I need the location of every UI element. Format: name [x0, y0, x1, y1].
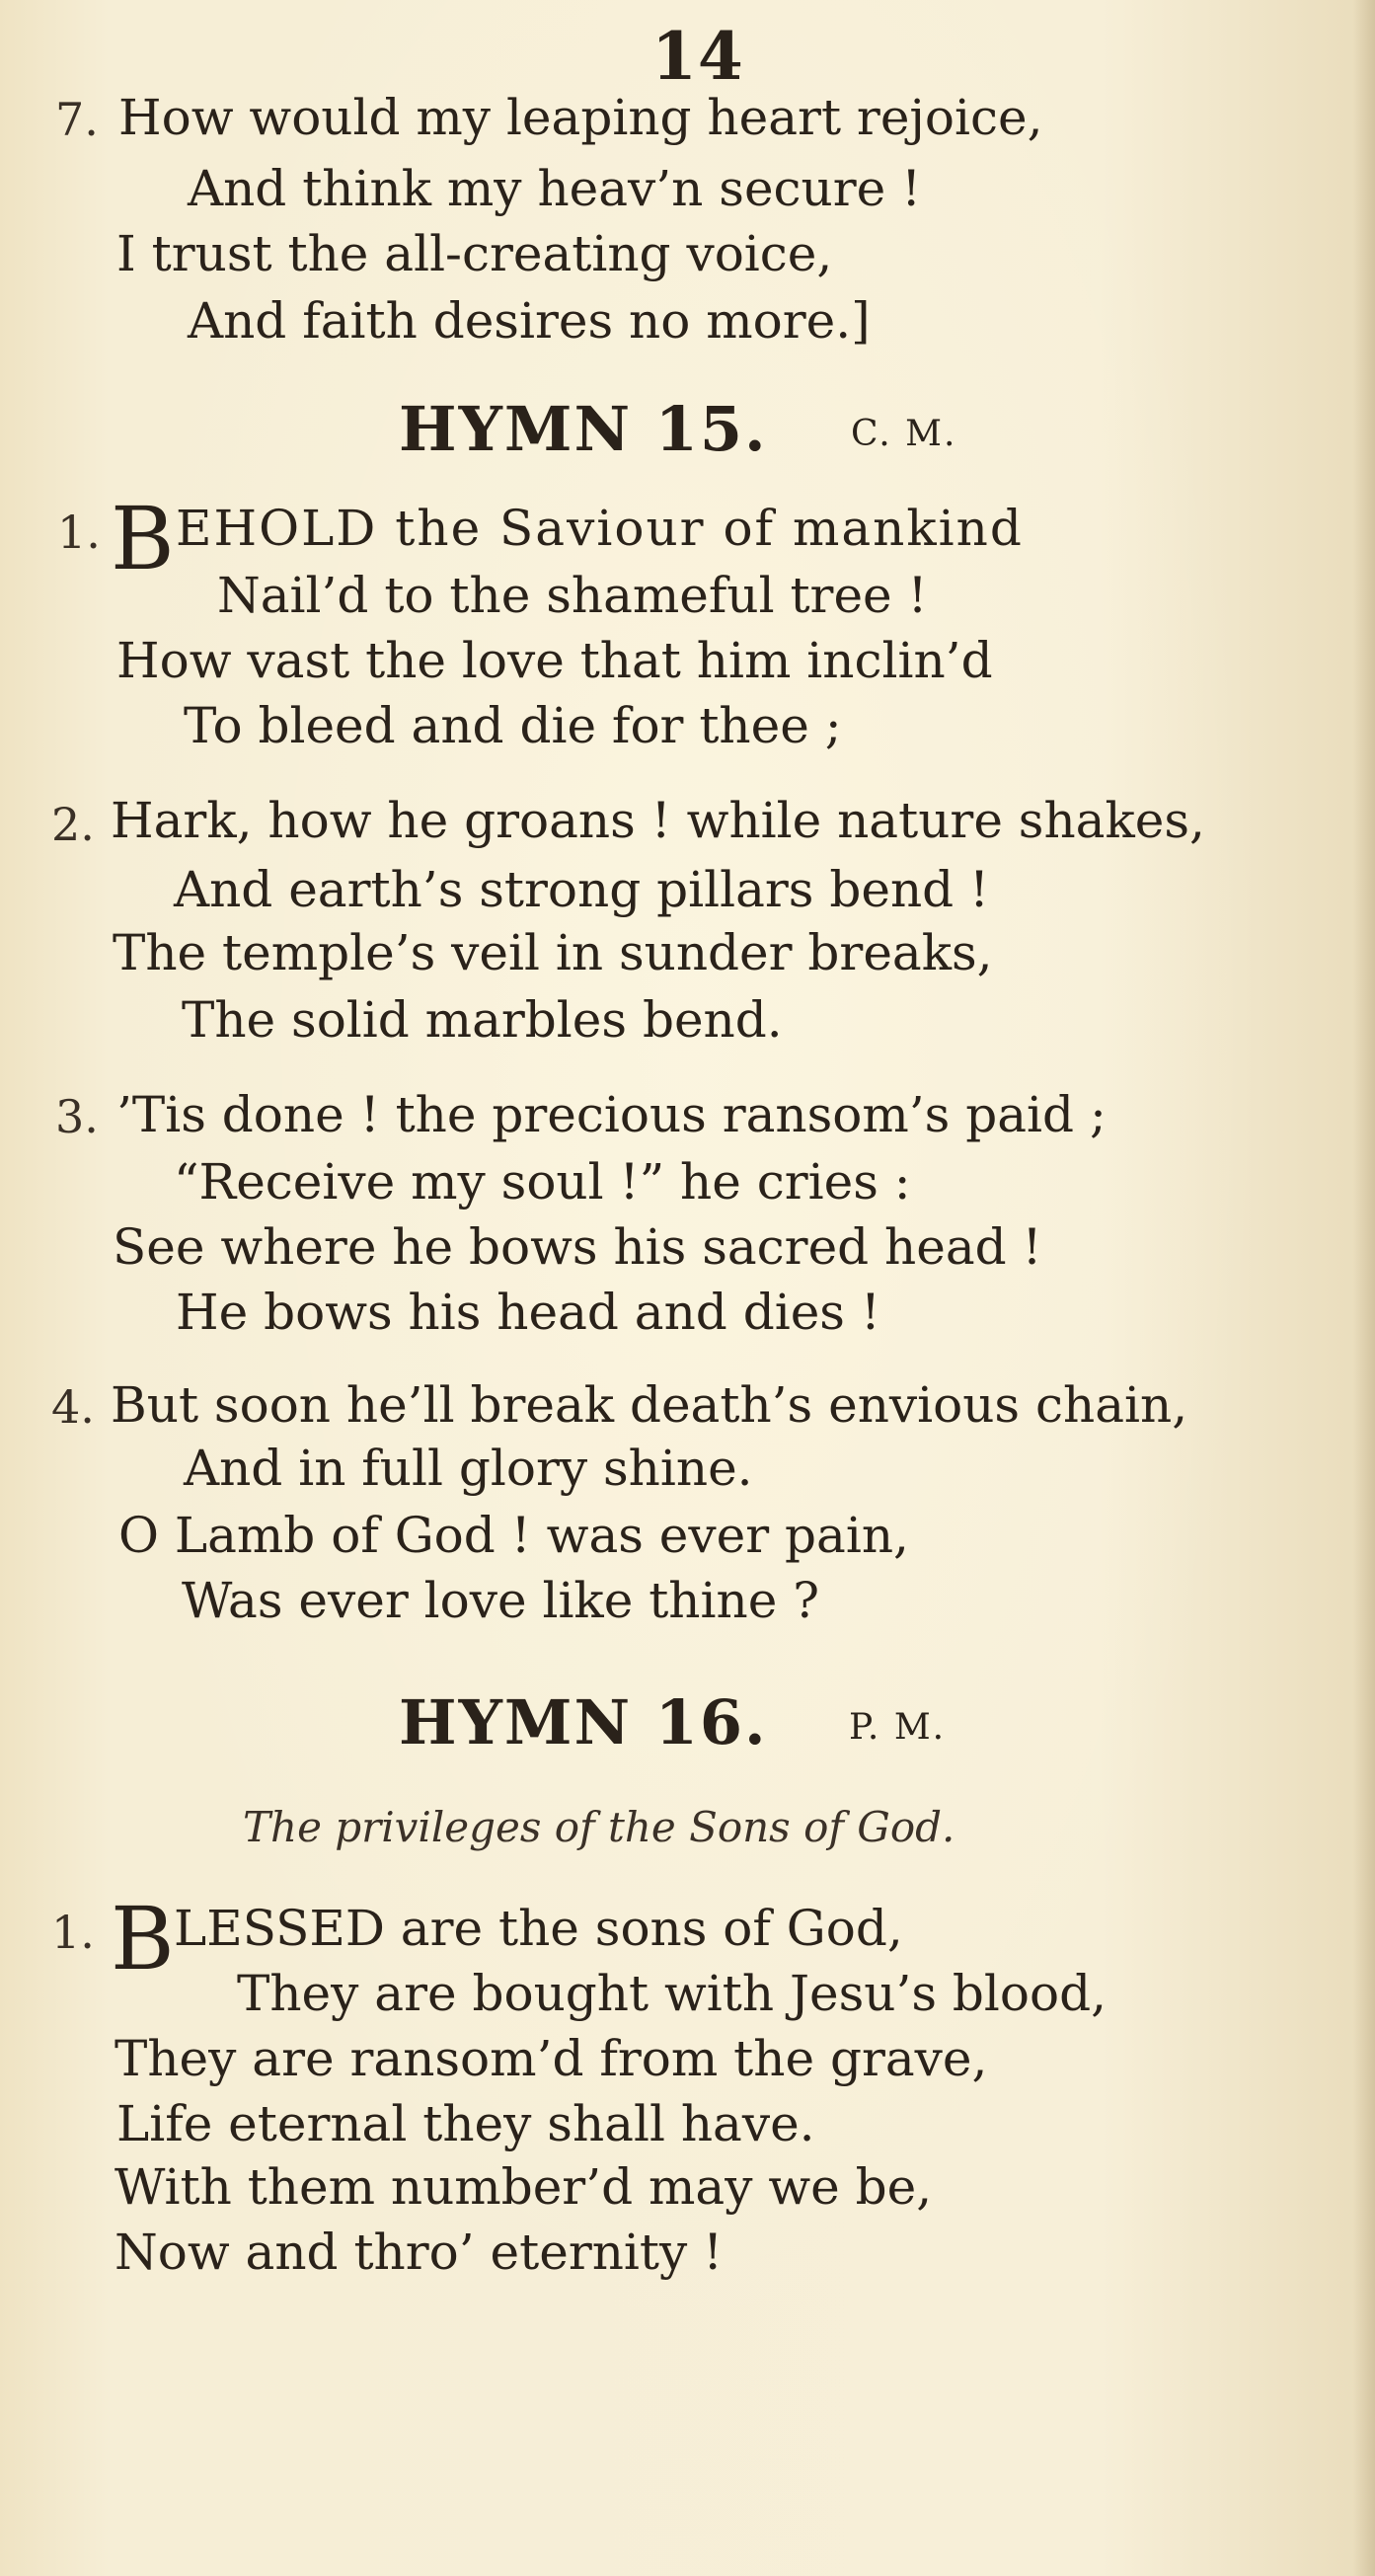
verse-line: LESSED are the sons of God, [174, 1900, 903, 1957]
verse-line: The temple’s veil in sunder breaks, [113, 924, 993, 981]
verse-line: And faith desires no more.] [188, 292, 871, 350]
verse-line: Hark, how he groans ! while nature shakes, [111, 792, 1205, 849]
verse-line: The solid marbles bend. [182, 991, 783, 1049]
drop-cap: B [111, 488, 175, 589]
verse-line: “Receive my soul !” he cries : [174, 1153, 911, 1210]
verse-line: ’Tis done ! the precious ransom’s paid ; [116, 1086, 1107, 1143]
hymn-meter: P. M. [849, 1707, 947, 1748]
hymn-meter: C. M. [851, 414, 957, 454]
hymn-title: HYMN 15. [399, 393, 768, 465]
verse-line: I trust the all-creating voice, [116, 225, 833, 282]
verse-line: See where he bows his sacred head ! [113, 1218, 1042, 1276]
verse-number: 1. [51, 1906, 95, 1959]
verse-line: Was ever love like thine ? [182, 1572, 819, 1629]
drop-cap: B [111, 1888, 175, 1990]
page-edge-shadow [1353, 0, 1375, 2576]
verse-line: And think my heav’n secure ! [188, 160, 922, 217]
verse-number: 2. [51, 798, 95, 851]
verse-number: 1. [57, 506, 101, 559]
verse-line: They are ransom’d from the grave, [115, 2030, 988, 2087]
verse-line: To bleed and die for thee ; [184, 697, 842, 754]
verse-line: And earth’s strong pillars bend ! [174, 861, 990, 918]
verse-line: EHOLD the Saviour of mankind [176, 500, 1024, 557]
verse-number: 7. [55, 93, 99, 146]
hymn-title: HYMN 16. [399, 1686, 768, 1758]
verse-line: O Lamb of God ! was ever pain, [118, 1507, 909, 1564]
hymn-subtitle: The privileges of the Sons of God. [243, 1803, 955, 1851]
verse-line: He bows his head and dies ! [176, 1284, 880, 1341]
page-number: 14 [651, 18, 744, 95]
verse-line: Now and thro’ eternity ! [115, 2224, 724, 2281]
verse-number: 3. [55, 1090, 99, 1143]
verse-line: But soon he’ll break death’s envious chain, [111, 1376, 1188, 1434]
verse-line: How would my leaping heart rejoice, [118, 89, 1043, 146]
verse-line: Life eternal they shall have. [116, 2095, 815, 2152]
verse-line: Nail’d to the shameful tree ! [217, 567, 928, 624]
verse-line: They are bought with Jesu’s blood, [237, 1965, 1108, 2022]
verse-line: With them number’d may we be, [115, 2158, 933, 2216]
verse-number: 4. [51, 1380, 95, 1434]
verse-line: How vast the love that him inclin’d [116, 632, 993, 689]
verse-line: And in full glory shine. [184, 1440, 753, 1497]
